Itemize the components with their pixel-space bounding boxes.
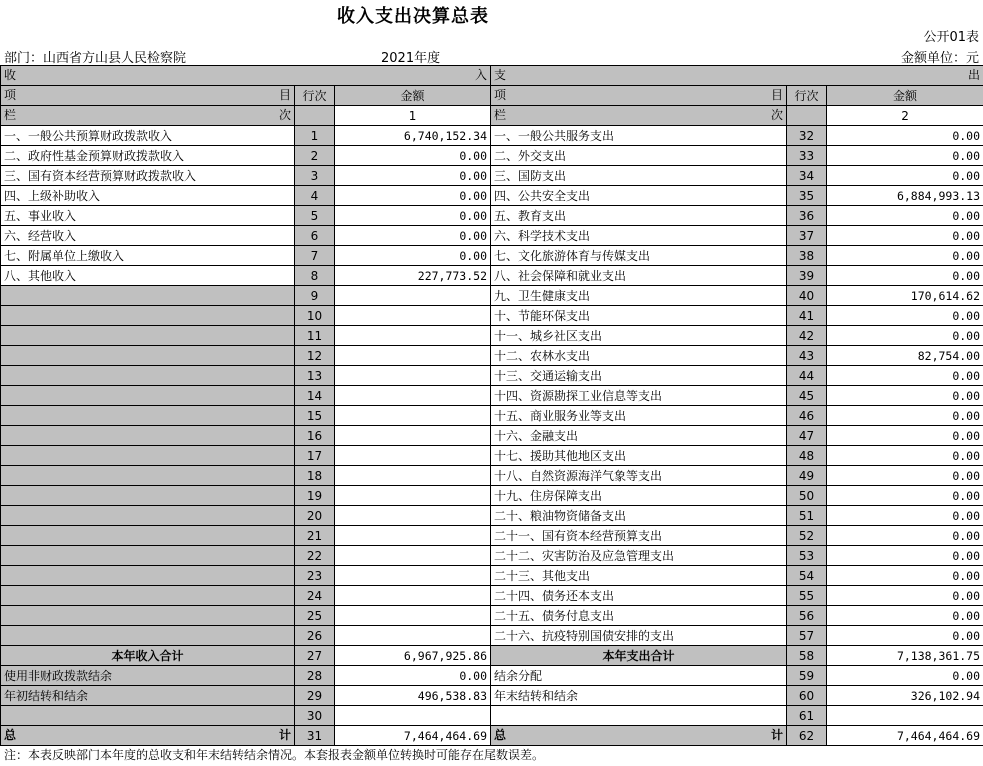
expense-row-number: 46	[787, 406, 827, 426]
expense-rowno-header: 行次	[787, 86, 827, 106]
summary-row	[1, 686, 983, 706]
income-item-label	[1, 526, 295, 546]
table-row	[1, 426, 983, 446]
expense-item-label: 十九、住房保障支出	[491, 486, 787, 506]
income-amount: 0.00	[335, 666, 491, 686]
income-row-number: 28	[295, 666, 335, 686]
income-amount	[335, 286, 491, 306]
expense-row-number: 35	[787, 186, 827, 206]
income-item-label	[1, 506, 295, 526]
expense-row-number: 33	[787, 146, 827, 166]
income-row-number: 27	[295, 646, 335, 666]
expense-item-label: 十五、商业服务业等支出	[491, 406, 787, 426]
col-left-char: 栏	[494, 108, 507, 122]
income-row-number: 16	[295, 426, 335, 446]
expense-amount: 0.00	[827, 486, 983, 506]
expense-amount: 0.00	[827, 406, 983, 426]
income-item-label	[1, 586, 295, 606]
table-row	[1, 386, 983, 406]
expense-item-label: 七、文化旅游体育与传媒支出	[491, 246, 787, 266]
income-amount: 496,538.83	[335, 686, 491, 706]
expense-summary-label: 本年支出合计	[491, 646, 787, 666]
income-amount	[335, 446, 491, 466]
expense-col-number: 2	[827, 106, 983, 126]
expense-row-number: 36	[787, 206, 827, 226]
department-label: 部门：山西省方山县人民检察院	[4, 51, 187, 66]
income-item-label: 六、经营收入	[1, 226, 295, 246]
income-row-number: 11	[295, 326, 335, 346]
expense-row-number: 61	[787, 706, 827, 726]
income-amount	[335, 306, 491, 326]
expense-amount: 0.00	[827, 586, 983, 606]
income-item-label	[1, 566, 295, 586]
table-row	[1, 246, 983, 266]
income-row-number: 12	[295, 346, 335, 366]
income-item-label	[1, 326, 295, 346]
income-row-number: 24	[295, 586, 335, 606]
year-label: 2021年度	[381, 51, 441, 66]
expense-row-number: 49	[787, 466, 827, 486]
income-row-number: 6	[295, 226, 335, 246]
table-row	[1, 626, 983, 646]
income-amount: 0.00	[335, 226, 491, 246]
income-amount	[335, 566, 491, 586]
table-row	[1, 206, 983, 226]
expense-amount: 82,754.00	[827, 346, 983, 366]
table-row	[1, 286, 983, 306]
total-left-char: 总	[494, 728, 507, 742]
expense-row-number: 53	[787, 546, 827, 566]
table-row	[1, 486, 983, 506]
income-row-number: 7	[295, 246, 335, 266]
expense-row-number: 42	[787, 326, 827, 346]
unit-label: 金额单位：元	[900, 51, 979, 66]
expense-amount: 0.00	[827, 146, 983, 166]
col-right-char: 次	[771, 108, 784, 122]
income-expense-table	[0, 65, 983, 746]
expense-amount: 0.00	[827, 526, 983, 546]
income-item-label	[1, 426, 295, 446]
income-amount-header: 金额	[335, 86, 491, 106]
income-row-number: 17	[295, 446, 335, 466]
income-section-header	[1, 66, 491, 86]
table-row	[1, 606, 983, 626]
income-col-index-header	[1, 106, 295, 126]
expense-row-number: 57	[787, 626, 827, 646]
expense-row-number: 52	[787, 526, 827, 546]
expense-amount: 0.00	[827, 226, 983, 246]
table-row	[1, 226, 983, 246]
income-item-label: 二、政府性基金预算财政拨款收入	[1, 146, 295, 166]
income-row-number: 14	[295, 386, 335, 406]
income-item-label: 一、一般公共预算财政拨款收入	[1, 126, 295, 146]
income-item-label: 四、上级补助收入	[1, 186, 295, 206]
expense-item-label: 六、科学技术支出	[491, 226, 787, 246]
footnote: 注：本表反映部门本年度的总收支和年末结转结余情况。本套报表金额单位转换时可能存在尾数误差。	[4, 748, 545, 762]
expense-row-number: 56	[787, 606, 827, 626]
expense-amount: 170,614.62	[827, 286, 983, 306]
expense-amount: 0.00	[827, 426, 983, 446]
expense-amount: 0.00	[827, 326, 983, 346]
income-summary-label: 年初结转和结余	[1, 686, 295, 706]
expense-row-number: 62	[787, 726, 827, 746]
expense-row-number: 54	[787, 566, 827, 586]
expense-row-number: 58	[787, 646, 827, 666]
income-amount	[335, 506, 491, 526]
income-amount: 0.00	[335, 186, 491, 206]
expense-row-number: 32	[787, 126, 827, 146]
report-info-bar	[0, 45, 983, 65]
expense-item-label: 八、社会保障和就业支出	[491, 266, 787, 286]
income-rowno-index	[295, 106, 335, 126]
expense-row-number: 43	[787, 346, 827, 366]
income-rowno-header: 行次	[295, 86, 335, 106]
income-summary-label: 本年收入合计	[1, 646, 295, 666]
table-row	[1, 566, 983, 586]
income-grand-total-amount: 7,464,464.69	[335, 726, 491, 746]
income-row-number: 15	[295, 406, 335, 426]
expense-row-number: 39	[787, 266, 827, 286]
income-amount: 0.00	[335, 246, 491, 266]
grand-total-row	[1, 726, 983, 746]
income-amount	[335, 706, 491, 726]
income-item-label: 三、国有资本经营预算财政拨款收入	[1, 166, 295, 186]
expense-amount: 326,102.94	[827, 686, 983, 706]
expense-item-label: 二十六、抗疫特别国债安排的支出	[491, 626, 787, 646]
expense-item-label: 十七、援助其他地区支出	[491, 446, 787, 466]
expense-row-number: 60	[787, 686, 827, 706]
col-left-char: 栏	[4, 108, 17, 122]
income-amount	[335, 386, 491, 406]
table-row	[1, 346, 983, 366]
expense-row-number: 38	[787, 246, 827, 266]
expense-amount: 0.00	[827, 626, 983, 646]
income-row-number: 21	[295, 526, 335, 546]
expense-item-label: 二十一、国有资本经营预算支出	[491, 526, 787, 546]
table-row	[1, 326, 983, 346]
expense-amount: 0.00	[827, 366, 983, 386]
income-item-label: 七、附属单位上缴收入	[1, 246, 295, 266]
income-amount: 0.00	[335, 146, 491, 166]
expense-left-char: 支	[494, 68, 507, 82]
expense-item-label: 五、教育支出	[491, 206, 787, 226]
expense-item-label: 二十三、其他支出	[491, 566, 787, 586]
income-grand-total-label	[1, 726, 295, 746]
expense-item-label: 十二、农林水支出	[491, 346, 787, 366]
expense-right-char: 出	[968, 68, 981, 82]
income-amount	[335, 326, 491, 346]
income-row-number: 4	[295, 186, 335, 206]
expense-rowno-index	[787, 106, 827, 126]
header-row-columns	[1, 86, 983, 106]
expense-row-number: 45	[787, 386, 827, 406]
expense-amount: 0.00	[827, 246, 983, 266]
expense-amount: 0.00	[827, 126, 983, 146]
expense-amount: 0.00	[827, 566, 983, 586]
income-amount	[335, 346, 491, 366]
expense-row-number: 41	[787, 306, 827, 326]
total-right-char: 计	[278, 728, 291, 742]
table-row	[1, 166, 983, 186]
income-row-number: 9	[295, 286, 335, 306]
income-row-number: 10	[295, 306, 335, 326]
expense-item-label: 二十五、债务付息支出	[491, 606, 787, 626]
total-right-char: 计	[771, 728, 784, 742]
income-row-number: 3	[295, 166, 335, 186]
expense-item-label: 一、一般公共服务支出	[491, 126, 787, 146]
item-left-char: 项	[494, 88, 507, 102]
expense-item-label: 十八、自然资源海洋气象等支出	[491, 466, 787, 486]
expense-item-label: 十四、资源勘探工业信息等支出	[491, 386, 787, 406]
income-row-number: 2	[295, 146, 335, 166]
table-row	[1, 586, 983, 606]
income-item-label	[1, 626, 295, 646]
income-row-number: 30	[295, 706, 335, 726]
expense-row-number: 51	[787, 506, 827, 526]
income-item-label	[1, 346, 295, 366]
income-amount	[335, 546, 491, 566]
expense-amount: 0.00	[827, 386, 983, 406]
expense-amount	[827, 706, 983, 726]
income-row-number: 22	[295, 546, 335, 566]
expense-row-number: 59	[787, 666, 827, 686]
expense-grand-total-label	[491, 726, 787, 746]
table-row	[1, 146, 983, 166]
table-row	[1, 406, 983, 426]
income-item-label	[1, 466, 295, 486]
income-amount: 0.00	[335, 206, 491, 226]
table-row	[1, 526, 983, 546]
income-item-header	[1, 86, 295, 106]
expense-item-header	[491, 86, 787, 106]
expense-grand-total-amount: 7,464,464.69	[827, 726, 983, 746]
col-right-char: 次	[278, 108, 291, 122]
expense-amount: 0.00	[827, 206, 983, 226]
expense-amount: 6,884,993.13	[827, 186, 983, 206]
header-row-index	[1, 106, 983, 126]
table-row	[1, 446, 983, 466]
income-amount	[335, 426, 491, 446]
income-item-label	[1, 446, 295, 466]
table-row	[1, 306, 983, 326]
expense-row-number: 37	[787, 226, 827, 246]
item-left-char: 项	[4, 88, 17, 102]
expense-row-number: 47	[787, 426, 827, 446]
expense-row-number: 44	[787, 366, 827, 386]
expense-row-number: 34	[787, 166, 827, 186]
income-amount: 227,773.52	[335, 266, 491, 286]
income-item-label	[1, 306, 295, 326]
income-item-label	[1, 406, 295, 426]
item-right-char: 目	[771, 88, 784, 102]
summary-row	[1, 646, 983, 666]
income-item-label	[1, 486, 295, 506]
income-amount	[335, 606, 491, 626]
income-row-number: 18	[295, 466, 335, 486]
expense-row-number: 40	[787, 286, 827, 306]
income-left-char: 收	[4, 68, 17, 82]
income-col-number: 1	[335, 106, 491, 126]
income-item-label: 八、其他收入	[1, 266, 295, 286]
expense-summary-label: 结余分配	[491, 666, 787, 686]
expense-amount: 0.00	[827, 306, 983, 326]
expense-amount: 0.00	[827, 506, 983, 526]
income-summary-label	[1, 706, 295, 726]
income-row-number: 23	[295, 566, 335, 586]
income-amount: 6,740,152.34	[335, 126, 491, 146]
income-row-number: 31	[295, 726, 335, 746]
expense-amount: 0.00	[827, 606, 983, 626]
income-item-label	[1, 546, 295, 566]
table-row	[1, 366, 983, 386]
income-amount	[335, 366, 491, 386]
income-amount: 0.00	[335, 166, 491, 186]
income-item-label	[1, 366, 295, 386]
expense-item-label: 四、公共安全支出	[491, 186, 787, 206]
expense-amount-header: 金额	[827, 86, 983, 106]
form-number: 公开01表	[923, 30, 979, 45]
expense-item-label: 十、节能环保支出	[491, 306, 787, 326]
income-amount	[335, 626, 491, 646]
income-amount	[335, 466, 491, 486]
expense-amount: 0.00	[827, 166, 983, 186]
expense-item-label: 二十四、债务还本支出	[491, 586, 787, 606]
expense-item-label: 十一、城乡社区支出	[491, 326, 787, 346]
income-amount	[335, 486, 491, 506]
expense-amount: 0.00	[827, 266, 983, 286]
expense-row-number: 55	[787, 586, 827, 606]
table-row	[1, 186, 983, 206]
header-row-section	[1, 66, 983, 86]
income-amount	[335, 406, 491, 426]
expense-amount: 0.00	[827, 666, 983, 686]
expense-summary-label: 年末结转和结余	[491, 686, 787, 706]
table-row	[1, 506, 983, 526]
income-row-number: 5	[295, 206, 335, 226]
summary-row	[1, 666, 983, 686]
income-item-label	[1, 386, 295, 406]
expense-item-label: 十六、金融支出	[491, 426, 787, 446]
income-item-label	[1, 606, 295, 626]
expense-item-label: 二十、粮油物资储备支出	[491, 506, 787, 526]
expense-section-header	[491, 66, 983, 86]
total-left-char: 总	[4, 728, 17, 742]
income-row-number: 1	[295, 126, 335, 146]
table-row	[1, 466, 983, 486]
income-right-char: 入	[475, 68, 488, 82]
report-title: 收入支出决算总表	[337, 6, 489, 27]
expense-amount: 0.00	[827, 546, 983, 566]
expense-item-label: 三、国防支出	[491, 166, 787, 186]
income-item-label	[1, 286, 295, 306]
income-summary-label: 使用非财政拨款结余	[1, 666, 295, 686]
income-amount	[335, 586, 491, 606]
expense-row-number: 48	[787, 446, 827, 466]
expense-row-number: 50	[787, 486, 827, 506]
income-row-number: 25	[295, 606, 335, 626]
table-row	[1, 126, 983, 146]
income-row-number: 26	[295, 626, 335, 646]
income-row-number: 13	[295, 366, 335, 386]
expense-amount: 7,138,361.75	[827, 646, 983, 666]
summary-row	[1, 706, 983, 726]
income-row-number: 20	[295, 506, 335, 526]
income-row-number: 8	[295, 266, 335, 286]
expense-amount: 0.00	[827, 446, 983, 466]
income-row-number: 29	[295, 686, 335, 706]
expense-item-label: 九、卫生健康支出	[491, 286, 787, 306]
income-row-number: 19	[295, 486, 335, 506]
expense-item-label: 十三、交通运输支出	[491, 366, 787, 386]
income-amount	[335, 526, 491, 546]
expense-summary-label	[491, 706, 787, 726]
income-amount: 6,967,925.86	[335, 646, 491, 666]
income-item-label: 五、事业收入	[1, 206, 295, 226]
expense-item-label: 二十二、灾害防治及应急管理支出	[491, 546, 787, 566]
table-row	[1, 546, 983, 566]
table-row	[1, 266, 983, 286]
item-right-char: 目	[278, 88, 291, 102]
expense-item-label: 二、外交支出	[491, 146, 787, 166]
expense-amount: 0.00	[827, 466, 983, 486]
expense-col-index-header	[491, 106, 787, 126]
